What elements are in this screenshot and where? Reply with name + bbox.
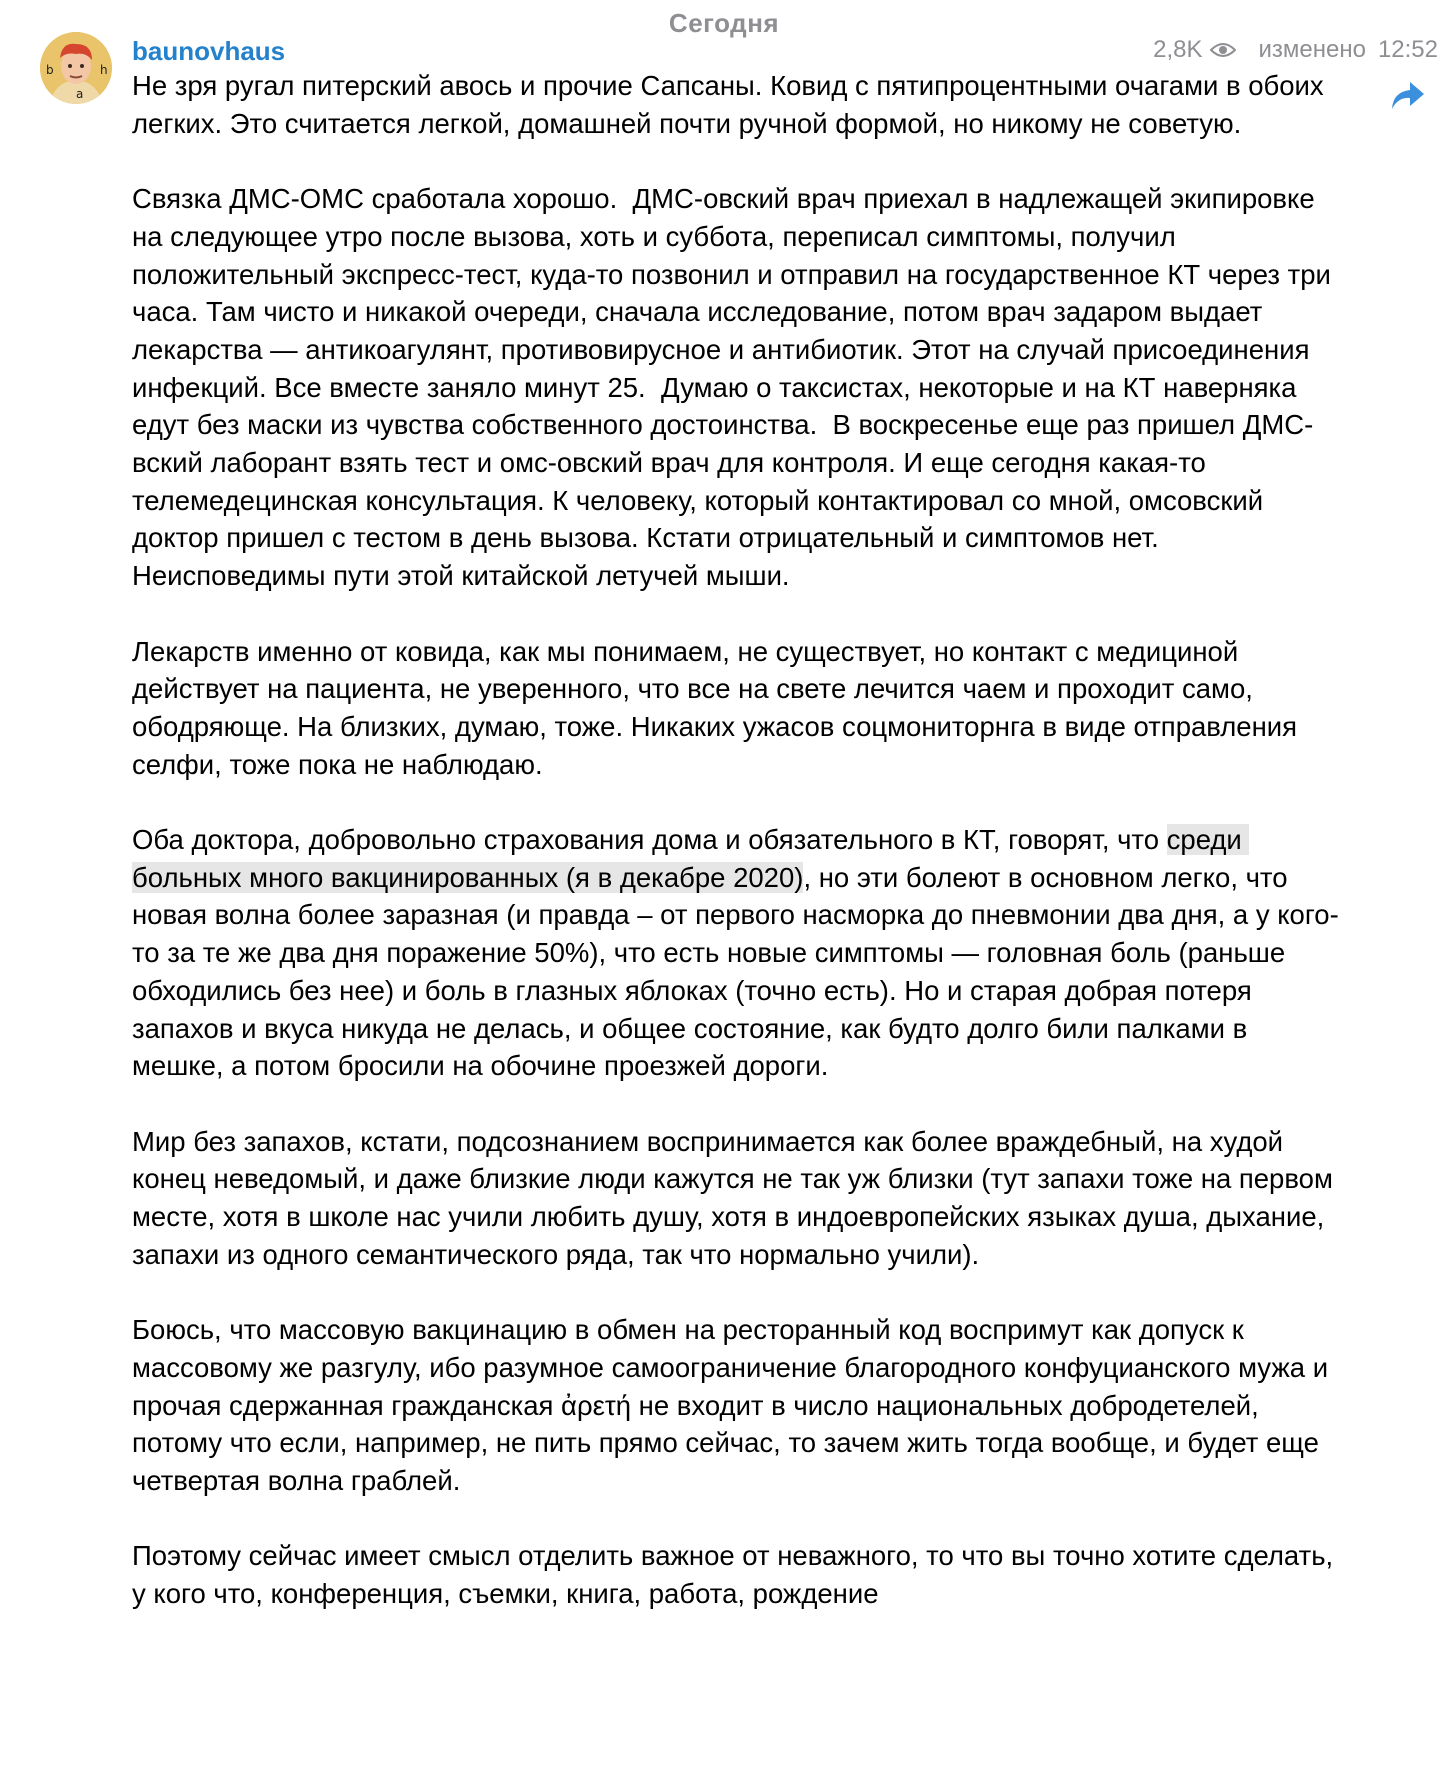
edited-label: изменено <box>1258 36 1366 63</box>
paragraph-text: , но эти болеют в основном легко, что новая волна более заразная (и правда – от первого насморка до пневмонии два дня, а у кого-то за те же два дня поражение 50%), что есть новые симптомы — головная боль (раньше обходились без нее) и боль в глазных яблоках (точно есть). Но и старая добрая потеря запахов и вкуса никуда не делась, и общее состояние, как будто долго били палками в мешке, а потом бросили на обочине проезжей дороги. <box>132 861 1339 1082</box>
author-name[interactable]: baunovhaus <box>132 36 286 66</box>
author-avatar[interactable] <box>40 32 112 104</box>
message-paragraph: Связка ДМС-ОМС сработала хорошо. ДМС-овский врач приехал в надлежащей экипировке на следующее утро после вызова, хоть и суббота, переписал симптомы, получил положительный экспресс-тест, куда-то позвонил и отправил на государственное КТ через три часа. Там чисто и никакой очереди, сначала исследование, потом врач задаром выдает лекарства — антикоагулянт, противовирусное и антибиотик. Этот на случай присоединения инфекций. Все вместе заняло минут 25. Думаю о таксистах, некоторые и на КТ наверняка едут без маски из чувства собственного достоинства. В воскресенье еще раз пришел ДМС-вский лаборант взять тест и омс-овский врач для контроля. И еще сегодня какая-то телемедецинская консультация. К человеку, который контактировал со мной, омсовский доктор пришел с тестом в день вызова. Кстати отрицательный и симптомов нет. Неисповедимы пути этой китайской летучей мыши. <box>132 183 1339 592</box>
svg-text:b: b <box>46 63 54 77</box>
post-time: 12:52 <box>1377 36 1438 63</box>
avatar-image <box>40 32 112 104</box>
share-arrow-icon[interactable] <box>1390 80 1426 112</box>
svg-text:h: h <box>100 63 108 77</box>
message-text <box>132 67 1342 1650</box>
post-meta <box>1153 36 1438 64</box>
eye-icon <box>1210 41 1236 59</box>
message-paragraph: Мир без запахов, кстати, подсознанием воспринимается как более враждебный, на худой конец неведомый, и даже близкие люди кажутся не так уж близки (тут запахи тоже на первом месте, хотя в школе нас учили любить душу, хотя в индоевропейских языках душа, дыхание, запахи из одного семантического ряда, так что нормально учили). <box>132 1125 1341 1270</box>
message-paragraph <box>132 821 1342 1085</box>
highlighted-text: среди больных много вакцинированных (я в декабре 2020) <box>132 824 1250 893</box>
message-paragraph: Боюсь, что массовую вакцинацию в обмен на ресторанный код воспримут как допуск к массовому же разгулу, ибо разумное самоограничение благородного конфуцианского мужа и прочая сдержанная гражданская ἀρετή не входит в число национальных добродетелей, потому что если, например, не пить прямо сейчас, то зачем жить тогда вообще, и будет еще четвертая волна граблей. <box>132 1314 1336 1496</box>
message-paragraph: Поэтому сейчас имеет смысл отделить важное от неважного, то что вы точно хотите сделать, у кого что, конференция, съемки, книга, работа, рождение <box>132 1540 1341 1610</box>
svg-text:a: a <box>76 87 84 101</box>
paragraph-text: Оба доктора, добровольно страхования дома и обязательного в КТ, говорят, что <box>132 824 1167 856</box>
view-count: 2,8K <box>1153 36 1203 63</box>
message-paragraph: Не зря ругал питерский авось и прочие Сапсаны. Ковид с пятипроцентными очагами в обоих легких. Это считается легкой, домашней почти ручной формой, но никому не советую. <box>132 70 1332 139</box>
message-paragraph: Лекарств именно от ковида, как мы понимаем, не существует, но контакт с медициной действует на пациента, не уверенного, что все на свете лечится чаем и проходит само, ободряюще. На близких, думаю, тоже. Никаких ужасов соцмониторнга в виде отправления селфи, тоже пока не наблюдаю. <box>132 635 1305 780</box>
date-separator: Сегодня <box>668 8 780 38</box>
